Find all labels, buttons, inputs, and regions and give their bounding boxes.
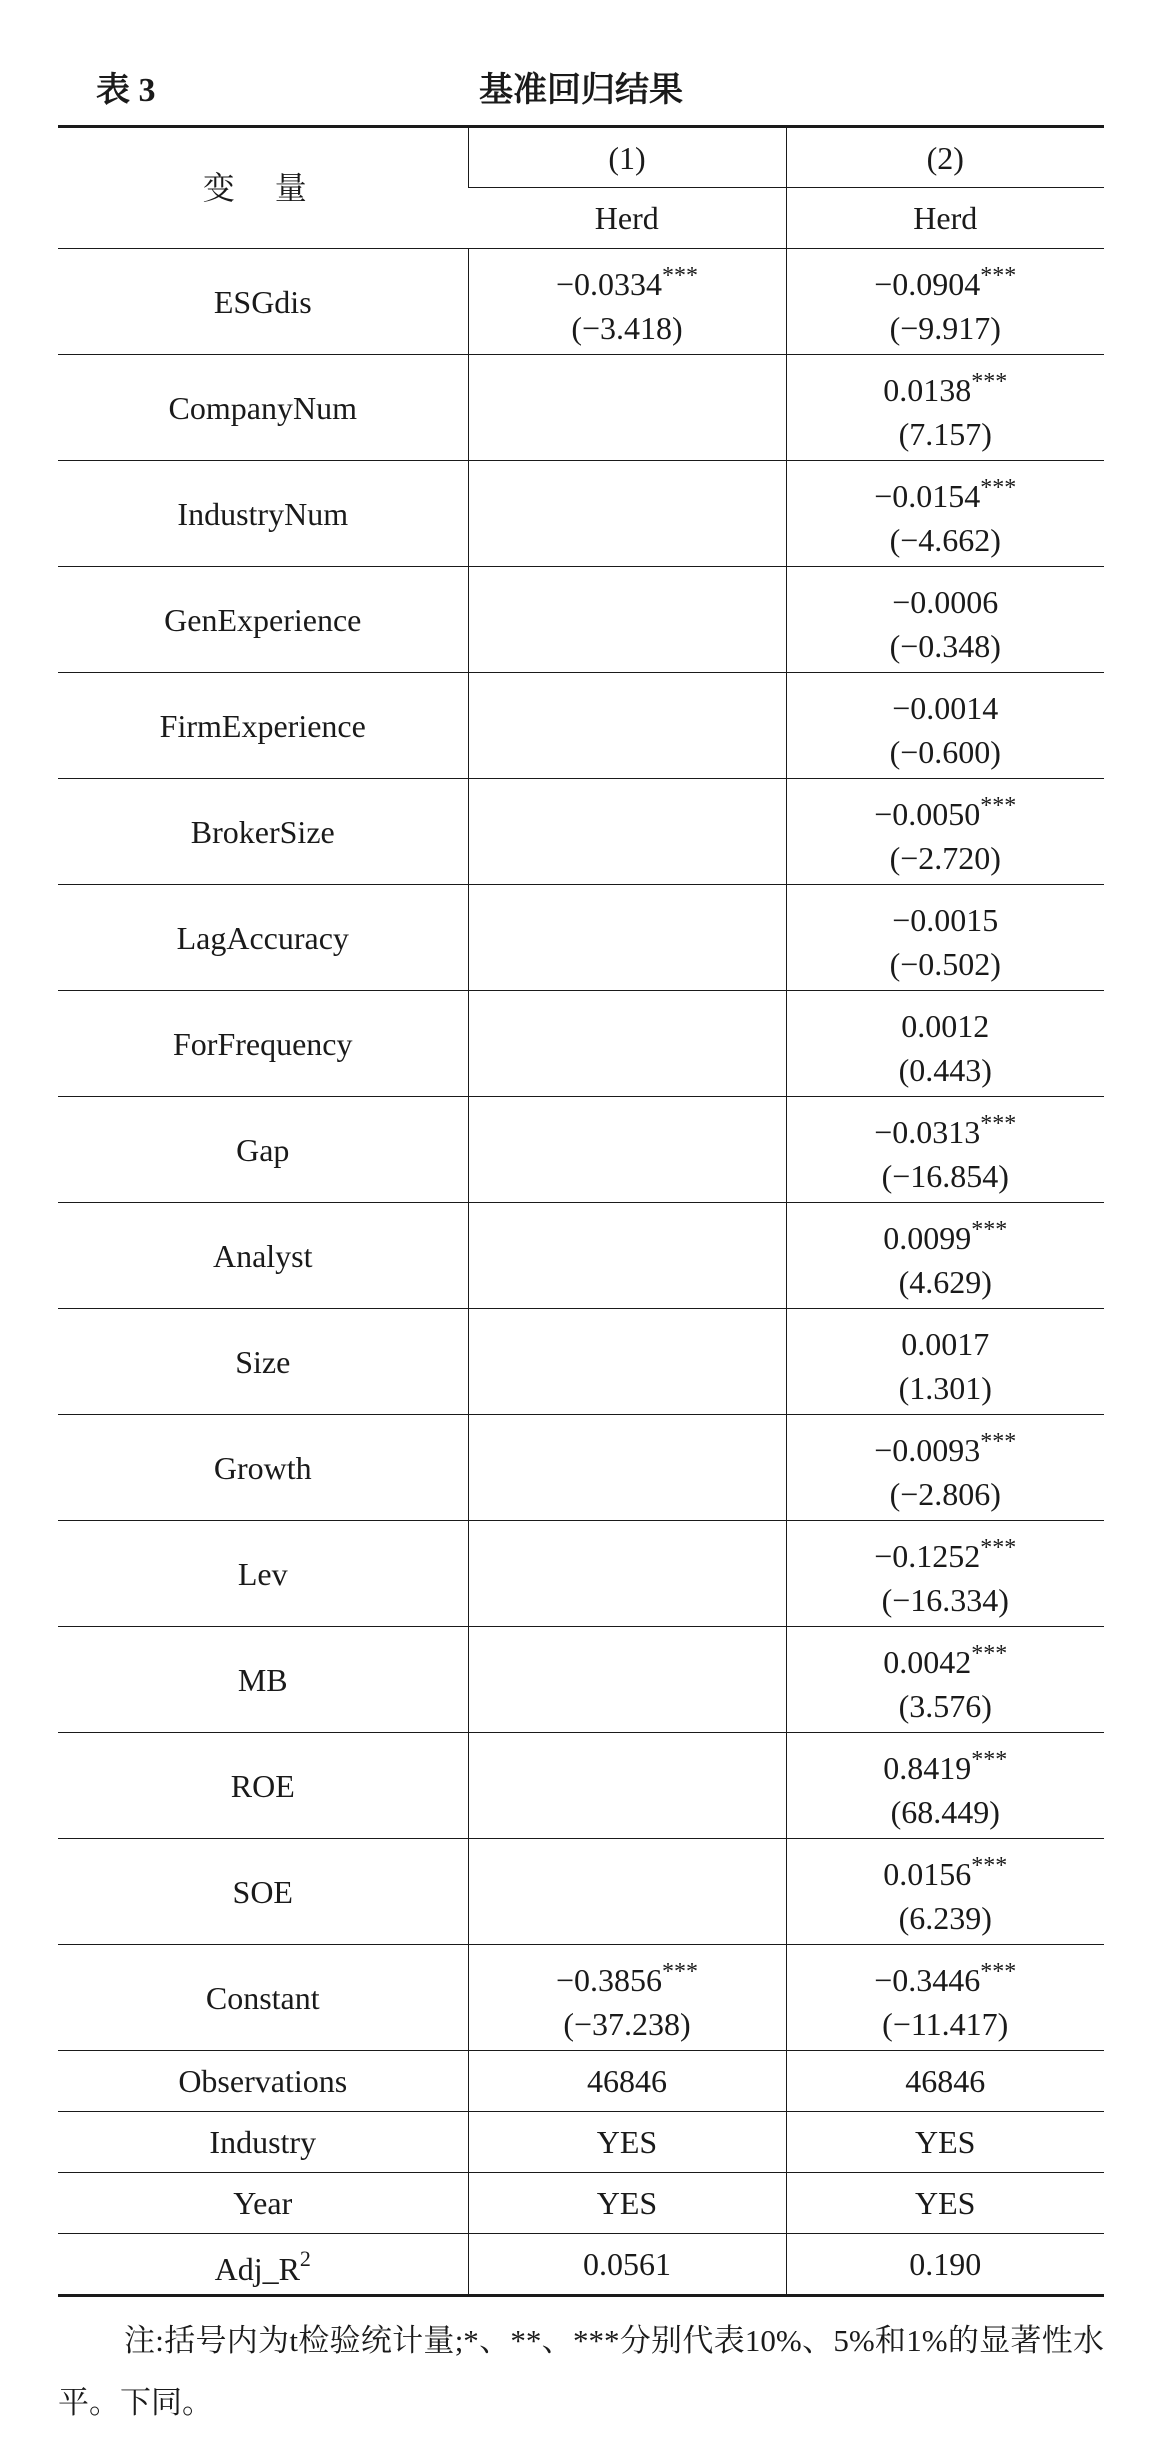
- t-statistic: (7.157): [898, 415, 992, 452]
- estimate-cell-c1: [468, 567, 786, 673]
- table-row: [58, 2112, 1104, 2173]
- estimate-cell-c1: [468, 779, 786, 885]
- t-statistic: (−0.348): [889, 627, 1001, 664]
- coefficient: −0.3856***: [555, 1958, 699, 1998]
- significance-stars: ***: [980, 262, 1017, 289]
- table-row: [58, 461, 1104, 567]
- statistic-value-c2: 46846: [786, 2051, 1104, 2112]
- estimate-cell-c1: [468, 673, 786, 779]
- table-row: [58, 1733, 1104, 1839]
- variable-name: Growth: [58, 1415, 468, 1521]
- coefficient: 0.0099***: [883, 1216, 1008, 1256]
- dependent-var-2: Herd: [786, 188, 1104, 249]
- estimate-cell-c1: [468, 355, 786, 461]
- table-row: [58, 885, 1104, 991]
- t-statistic: (−2.806): [889, 1475, 1001, 1512]
- variable-name: Gap: [58, 1097, 468, 1203]
- coefficient: −0.0154***: [874, 474, 1017, 514]
- estimate-cell-c1: [468, 1945, 786, 2051]
- estimate-cell-c1: [468, 1415, 786, 1521]
- table-title: 基准回归结果: [479, 72, 683, 109]
- t-statistic: (−9.917): [889, 309, 1001, 346]
- column-number-1: (1): [468, 127, 786, 188]
- estimate-cell-c2: [786, 991, 1104, 1097]
- t-statistic: (68.449): [890, 1793, 1000, 1830]
- estimate-cell-c2: [786, 673, 1104, 779]
- coefficient: −0.0015: [892, 901, 999, 938]
- table-row: [58, 1839, 1104, 1945]
- significance-stars: ***: [980, 474, 1017, 501]
- estimate-cell-c2: [786, 1839, 1104, 1945]
- estimate-cell-c1: [468, 991, 786, 1097]
- t-statistic: (−4.662): [889, 521, 1001, 558]
- variable-name: GenExperience: [58, 567, 468, 673]
- statistic-name: $Adj\_R^2$: [58, 2234, 468, 2296]
- statistic-value-c1: YES: [468, 2173, 786, 2234]
- variable-name: Constant: [58, 1945, 468, 2051]
- significance-stars: ***: [971, 1746, 1008, 1773]
- variable-name: SOE: [58, 1839, 468, 1945]
- estimate-cell-c1: [468, 1839, 786, 1945]
- coefficient: −0.0014: [892, 689, 999, 726]
- estimate-cell-c2: [786, 461, 1104, 567]
- variable-name: Size: [58, 1309, 468, 1415]
- significance-stars: ***: [980, 1534, 1017, 1561]
- estimate-cell-c2: [786, 1733, 1104, 1839]
- estimate-cell-c1: [468, 1733, 786, 1839]
- estimate-cell-c2: [786, 1097, 1104, 1203]
- variable-rows: [58, 249, 1104, 2051]
- table-row: [58, 2234, 1104, 2296]
- estimate-cell-c1: [468, 1627, 786, 1733]
- coefficient: −0.0006: [892, 583, 999, 620]
- t-statistic: (1.301): [898, 1369, 992, 1406]
- variable-name: IndustryNum: [58, 461, 468, 567]
- t-statistic: (4.629): [898, 1263, 992, 1300]
- table-row: [58, 1415, 1104, 1521]
- t-statistic: (−16.334): [881, 1581, 1009, 1618]
- estimate-cell-c2: [786, 1945, 1104, 2051]
- statistic-value-c1: 46846: [468, 2051, 786, 2112]
- variable-name: MB: [58, 1627, 468, 1733]
- estimate-cell-c1: [468, 1521, 786, 1627]
- estimate-cell-c1: [468, 1097, 786, 1203]
- estimate-cell-c2: [786, 885, 1104, 991]
- statistic-value-c2: YES: [786, 2173, 1104, 2234]
- statistic-value-c1: 0.0561: [468, 2234, 786, 2296]
- estimate-cell-c1: [468, 1309, 786, 1415]
- coefficient: −0.0313***: [874, 1110, 1017, 1150]
- t-statistic: (6.239): [898, 1899, 992, 1936]
- significance-stars: ***: [662, 262, 699, 289]
- table-row: [58, 1945, 1104, 2051]
- superscript: 2: [299, 2246, 311, 2271]
- coefficient: −0.3446***: [874, 1958, 1017, 1998]
- coefficient: 0.0042***: [883, 1640, 1008, 1680]
- coefficient: −0.0904***: [874, 262, 1017, 302]
- table-note: 注:括号内为t检验统计量;*、**、***分别代表10%、5%和1%的显著性水平。下同。: [58, 2323, 1104, 2420]
- coefficient: 0.0012: [901, 1007, 990, 1044]
- t-statistic: (−0.600): [889, 733, 1001, 770]
- t-statistic: (−11.417): [882, 2005, 1009, 2042]
- coefficient: −0.0050***: [874, 792, 1017, 832]
- t-statistic: (−37.238): [563, 2005, 691, 2042]
- estimate-cell-c2: [786, 779, 1104, 885]
- significance-stars: ***: [971, 1640, 1008, 1667]
- t-statistic: (−2.720): [889, 839, 1001, 876]
- variable-name: Lev: [58, 1521, 468, 1627]
- significance-stars: ***: [971, 1852, 1008, 1879]
- variable-name: FirmExperience: [58, 673, 468, 779]
- estimate-cell-c1: [468, 461, 786, 567]
- table-row: [58, 1097, 1104, 1203]
- table-row: [58, 1627, 1104, 1733]
- variable-header: 变 量: [58, 127, 468, 249]
- t-statistic: (0.443): [898, 1051, 992, 1088]
- statistic-value-c1: YES: [468, 2112, 786, 2173]
- table-row: [58, 779, 1104, 885]
- t-statistic: (3.576): [898, 1687, 992, 1724]
- statistic-name: Observations: [58, 2051, 468, 2112]
- estimate-cell-c2: [786, 1415, 1104, 1521]
- estimate-cell-c1: [468, 1203, 786, 1309]
- statistic-value-c2: YES: [786, 2112, 1104, 2173]
- variable-name: LagAccuracy: [58, 885, 468, 991]
- t-statistic: (−16.854): [881, 1157, 1009, 1194]
- table-row: [58, 673, 1104, 779]
- estimate-cell-c2: [786, 1627, 1104, 1733]
- table-row: [58, 1203, 1104, 1309]
- estimate-cell-c2: [786, 1521, 1104, 1627]
- variable-name: CompanyNum: [58, 355, 468, 461]
- table-caption: [58, 0, 1104, 128]
- coefficient: 0.8419***: [883, 1746, 1008, 1786]
- table-row: [58, 567, 1104, 673]
- variable-name: ROE: [58, 1733, 468, 1839]
- coefficient: 0.0017: [901, 1325, 990, 1362]
- variable-name: Analyst: [58, 1203, 468, 1309]
- estimate-cell-c2: [786, 1309, 1104, 1415]
- statistic-value-c2: 0.190: [786, 2234, 1104, 2296]
- table-row: [58, 1521, 1104, 1627]
- significance-stars: ***: [662, 1958, 699, 1985]
- coefficient: 0.0138***: [883, 368, 1008, 408]
- column-number-2: (2): [786, 127, 1104, 188]
- estimate-cell-c2: [786, 355, 1104, 461]
- significance-stars: ***: [980, 1110, 1017, 1137]
- statistic-name: Industry: [58, 2112, 468, 2173]
- variable-name: BrokerSize: [58, 779, 468, 885]
- statistic-rows: [58, 2051, 1104, 2296]
- significance-stars: ***: [980, 1958, 1017, 1985]
- t-statistic: (−0.502): [889, 945, 1001, 982]
- significance-stars: ***: [980, 792, 1017, 819]
- statistic-name: Year: [58, 2173, 468, 2234]
- coefficient: −0.1252***: [874, 1534, 1017, 1574]
- t-statistic: (−3.418): [571, 309, 683, 346]
- table-row: [58, 2173, 1104, 2234]
- estimate-cell-c1: [468, 249, 786, 355]
- significance-stars: ***: [980, 1428, 1017, 1455]
- estimate-cell-c2: [786, 1203, 1104, 1309]
- estimate-cell-c2: [786, 249, 1104, 355]
- table-row: [58, 1309, 1104, 1415]
- coefficient: −0.0334***: [555, 262, 699, 302]
- coefficient: −0.0093***: [874, 1428, 1017, 1468]
- estimate-cell-c1: [468, 885, 786, 991]
- dependent-var-1: Herd: [468, 188, 786, 249]
- table-row: [58, 2051, 1104, 2112]
- significance-stars: ***: [971, 1216, 1008, 1243]
- significance-stars: ***: [971, 368, 1008, 395]
- estimate-cell-c2: [786, 567, 1104, 673]
- coefficient: 0.0156***: [883, 1852, 1008, 1892]
- regression-table: [58, 125, 1104, 2297]
- variable-name: ESGdis: [58, 249, 468, 355]
- table-row: [58, 355, 1104, 461]
- table-row: [58, 991, 1104, 1097]
- header-row-numbers: [58, 127, 1104, 188]
- table-number: 表 3: [96, 72, 156, 109]
- table-row: [58, 249, 1104, 355]
- variable-name: ForFrequency: [58, 991, 468, 1097]
